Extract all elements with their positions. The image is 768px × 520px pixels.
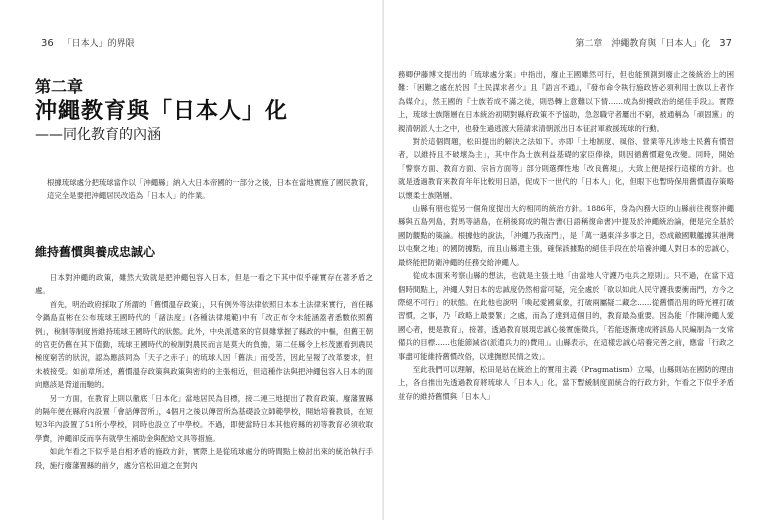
body-paragraph: 另一方面，在教育上則以徹底「日本化」當地居民為目標，接二連三地提出了教育政策。廢藩置縣的隔年便在縣府內設置「會話傳習所」，4個月之後以傳習所為基礎設立師範學校，開始培養教員，在短短3年內設置了51所小學校，同時也設立了中學校。不過，即便當時日本其他府縣的初等教育必須收取學費，沖繩卻反而享有就學生補助金與配給文具等措施。 [35, 393, 373, 443]
page-number-left: 36 [41, 38, 54, 49]
chapter-intro [47, 176, 373, 203]
running-title-left: 「日本人」的界限 [62, 39, 135, 49]
body-paragraph: 至此我們可以理解，松田是站在統治上的實用主義（Pragmatism）立場，山縣則站在國防的理由上，各自推出先透過教育將琉球人「日本人」化，當下暫緩制度面統合的行政方針，乍看之下似乎矛盾並存的維持舊慣與「日本人」 [398, 364, 734, 401]
body-paragraph: 如此乍看之下似乎是自相矛盾的施政方針，實際上是從琉球處分的時間點上檢討出來的統治執行手段，施行廢藩置縣的前夕，處分官松田道之在對內 [35, 447, 373, 470]
chapter-label: 第二章 [35, 77, 84, 96]
body-paragraph: 日本對沖繩的政策，雖然大致就是把沖繩包容入日本，但是一看之下其中似乎確實存在著矛盾之處。 [35, 273, 373, 296]
running-title-right: 第二章 沖繩教育與「日本人」化 [575, 39, 711, 49]
running-head-right [575, 36, 738, 49]
running-head-left [35, 36, 135, 49]
body-paragraph: 山縣有朋也從另一個角度提出大約相同的統治方針。1886年，身為內務大臣的山縣前往視察沖繩縣與五島列島，對馬等諸島，在稍後寫成的報告書(日語稱復命書)中提及於沖繩統治論，便是完全基於國防觀點的策論。根據他的說法，「沖繩乃我南門」，是「萬一遇東洋多事之日，恐成敵國戰艦據其港灣以屯聚之地」的國防據點，而且山縣還主張，確保該據點的絕佳手段在於培養沖繩人對日本的忠誠心，最終能把防衛沖繩的任務交給沖繩人。 [398, 204, 734, 267]
left-page-body [35, 271, 373, 472]
chapter-title: 沖繩教育與「日本人」化 [35, 99, 289, 124]
body-paragraph: 從成本面來考察山縣的想法，也就是主張土地「由當地人守護乃屯兵之原則」。只不過，在當下這個時間點上，沖繩人對日本的忠誠度仍然相當可疑，完全處於「欲以如此人民守護我要衝南門，方今之際絕不可行」的狀態。在此他也說明「喚起愛國氣象，打破兩屬疑二藏念……從舊慣沿用的時光裡打破習慣，之事，乃「政略上最要緊」之處，而為了達到這個目的，教育最為重要。因為能「作陳沖繩人愛國心者，便是教育」，接著，透過教育展現忠誠心後實施徵兵，「若能逐漸達成將該島人民編制為一支常備兵的目標……也能節減省(派遣兵力的)費用」。山縣表示，在這樣忠誠心培養完善之前，應當「行政之事盡可能維持舊慣改俗，以達撫慰民情之效」。 [398, 271, 734, 361]
page-number-right: 37 [719, 38, 732, 49]
body-paragraph: 對於這個問題，松田提出的解決之法如下。亦即「土地制度、風俗、營業等凡涉地士民舊有慣習者，以維持且不破壞為主」，其中作為士族利益基礎的家臣俸祿，則因循舊慣避免改變。同時，開始「警察方面、教育方面、宗旨方面等」部分則選擇性地「改良舊規」，大致上便是採行這樣的方針。也就是透過教育來教育年年比較用日語，促成下一世代的「日本人」化，但眼下也暫時保用舊慣溫存策略以懷柔士族階層。 [398, 137, 734, 200]
intro-paragraph: 根據琉球處分把琉球當作以「沖繩縣」納入大日本帝國的一部分之後，日本在當地實施了國民教育，這完全是要把沖繩居民改造為「日本人」的作業。 [47, 178, 373, 201]
chapter-subtitle: ——同化教育的內涵 [35, 127, 161, 143]
section-heading: 維持舊慣與養成忠誠心 [35, 245, 156, 259]
body-paragraph: 務卿伊藤博文提出的「琉球處分案」中指出，廢止王國雖然可行，但也能預測到廢止之後統治上的困難：「困難之處在於因『土民謀求者少』且『語言不通』，『發布命令執行施政皆必須利用士族以上者作為媒介』，然王國的『士族若成不滿之徒，則恐轉上意難以下情……成為紛擾政治的絕佳手段』。實際上，琉球士族階層在日本統治初期對縣府政策不予協助，急忽職守者屢出不窮，被通稱為「頑固黨」的親清朝派人士之中，也發生過逃渡大陸請求清朝派出日本征討軍救援琉球的行動。 [398, 70, 734, 133]
right-page-body [398, 68, 734, 403]
body-paragraph: 首先，明治政府採取了所謂的「舊慣溫存政策」，只有例外等法律依照日本本土法律來實行，首任縣令鍋島直彬在公布琉球王國時代的「諸法度」(各種法律規範)中有「改正布令未能涵蓋者悉數依照舊例」，稅制等制度皆維持琉球王國時代的狀態。此外，中央派遣來的官員雖掌握了縣政的中樞，但舊王朝的官吏仍舊在其下值勤，琉球王國時代的稅制對農民而言是莫大的負擔，第二任縣令上杉茂憲看到農民極度窮苦的狀況，認為應該同為「天子之赤子」的琉球人因「舊法」而受苦，因此呈報了改革要求，但未被接受。如前章所述，舊慣溫存政策與政策與密約的主張相近，但這種作法與把沖繩包容入日本的面向應該是背道而馳的。 [35, 299, 373, 390]
